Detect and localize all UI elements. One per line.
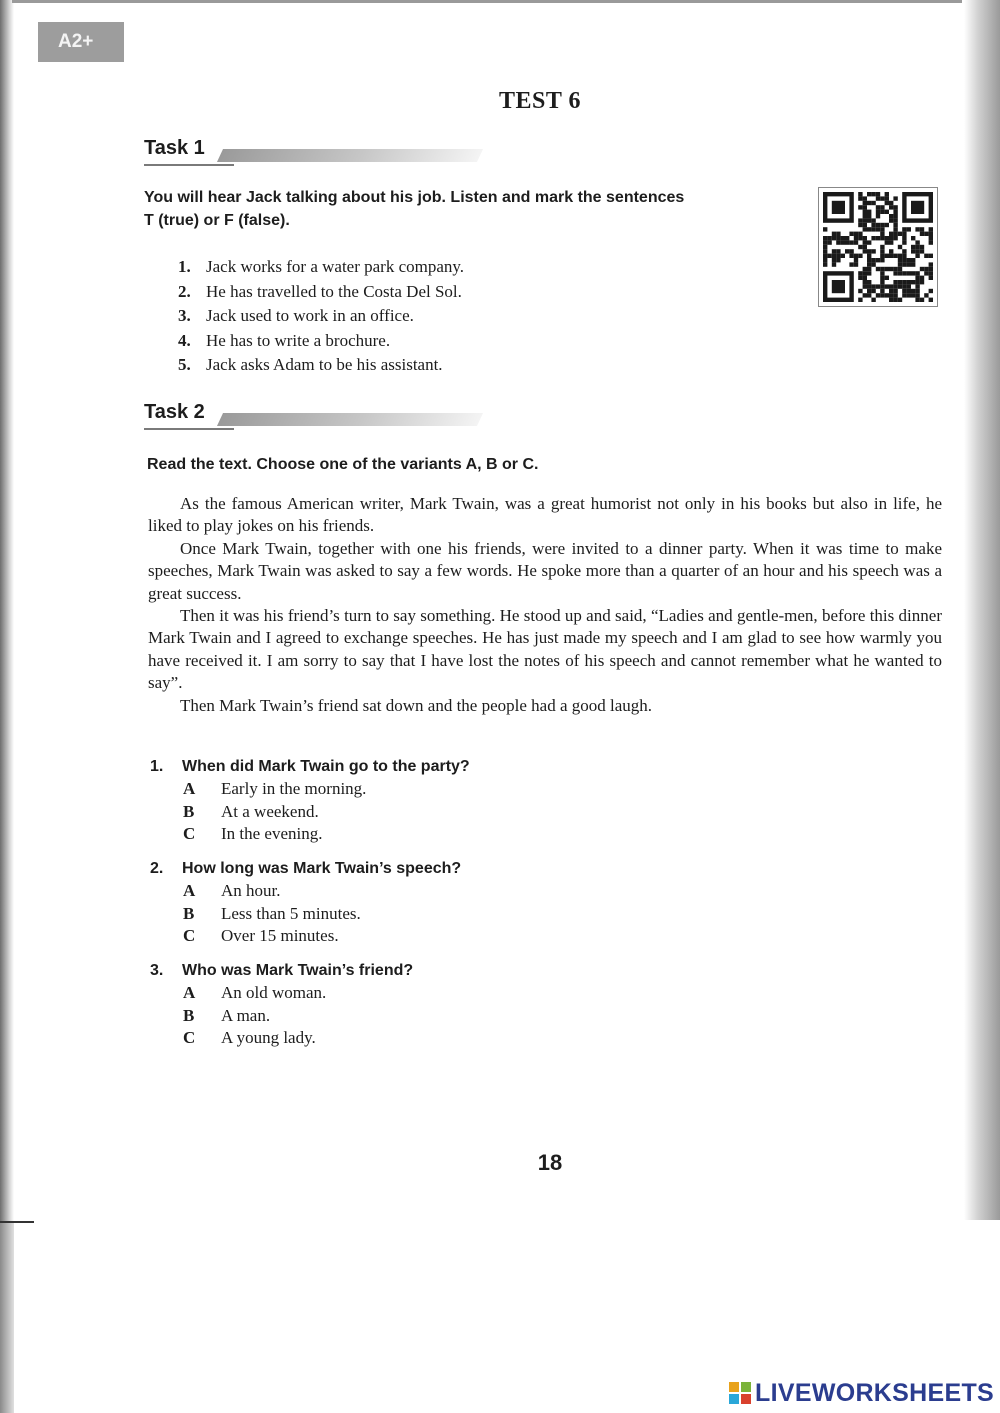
- passage-paragraph: Then it was his friend’s turn to say something. He stood up and said, “Ladies and gentle-men, before this dinner Mark Twain and I agreed to exchange speeches. He has just made my speech and I am glad to see how warmly you have received it. I am sorry to say that I have lost the notes of his speech and cannot remember what he wanted to say”.: [148, 606, 942, 693]
- question-3: [150, 960, 413, 1050]
- page-title: TEST 6: [499, 88, 581, 114]
- question-text: 1. When did Mark Twain go to the party?: [150, 758, 470, 775]
- question-1: [150, 756, 470, 846]
- task1-instruction-line2: T (true) or F (false).: [144, 212, 290, 229]
- list-item: 4. He has to write a brochure.: [178, 330, 391, 350]
- list-item: 1. Jack works for a water park company.: [178, 257, 465, 276]
- liveworksheets-logo-icon: [729, 1382, 751, 1404]
- answer-option: B A man.: [183, 1005, 271, 1025]
- list-item: 2. He has travelled to the Costa Del Sol.: [178, 281, 462, 301]
- task1-heading-underline: [144, 164, 234, 166]
- page-number: 18: [537, 1150, 563, 1175]
- passage-paragraph: Once Mark Twain, together with one his friends, were invited to a dinner party. When it was time to make speeches, Mark Twain was asked to say a few words. He spoke more than a quarter of an hour and his speech was a great success.: [148, 538, 942, 603]
- scan-top-edge: [12, 0, 962, 3]
- scan-bottom-edge: [0, 1223, 14, 1413]
- task1-heading-label: Task 1: [144, 137, 211, 160]
- level-badge: A2+: [38, 22, 124, 62]
- answer-option: C In the evening.: [183, 824, 323, 843]
- task2-heading-bar: [217, 413, 483, 426]
- list-item: 3. Jack used to work in an office.: [178, 306, 414, 325]
- task2-heading: [144, 401, 484, 431]
- answer-option: A Early in the morning.: [183, 779, 367, 798]
- answer-option: A An hour.: [183, 881, 281, 900]
- task1-instruction: [144, 186, 684, 232]
- answer-option: C A young lady.: [183, 1028, 316, 1047]
- scan-right-edge: [964, 0, 1000, 1220]
- liveworksheets-watermark: [729, 1378, 994, 1408]
- passage-paragraph: As the famous American writer, Mark Twain, was a great humorist not only in his books but also in life, he liked to play jokes on his friends.: [148, 494, 942, 536]
- answer-option: A An old woman.: [183, 983, 327, 1002]
- task1-heading-bar: [217, 149, 483, 162]
- question-2: [150, 858, 461, 948]
- scan-left-edge: [0, 0, 14, 1222]
- watermark-brand: LIVEWORKSHEETS: [755, 1378, 994, 1407]
- answer-option: C Over 15 minutes.: [183, 926, 339, 945]
- question-text: 2. How long was Mark Twain’s speech?: [150, 860, 462, 877]
- qr-code: [818, 187, 938, 307]
- question-text: 3. Who was Mark Twain’s friend?: [150, 962, 414, 979]
- reading-passage: [148, 493, 942, 717]
- task1-heading: [144, 137, 484, 167]
- list-item: 5. Jack asks Adam to be his assistant.: [178, 355, 443, 374]
- task2-instruction: Read the text. Choose one of the variants A, B or C.: [147, 456, 539, 473]
- qr-code-icon: [819, 188, 937, 306]
- answer-option: B At a weekend.: [183, 801, 319, 821]
- task1-statement-list: [178, 255, 464, 378]
- passage-paragraph: Then Mark Twain’s friend sat down and the people had a good laugh.: [180, 695, 653, 715]
- task2-heading-underline: [144, 428, 234, 430]
- answer-option: B Less than 5 minutes.: [183, 903, 361, 923]
- task1-instruction-line1: You will hear Jack talking about his job. Listen and mark the sentences: [144, 189, 685, 206]
- task2-heading-label: Task 2: [144, 401, 211, 424]
